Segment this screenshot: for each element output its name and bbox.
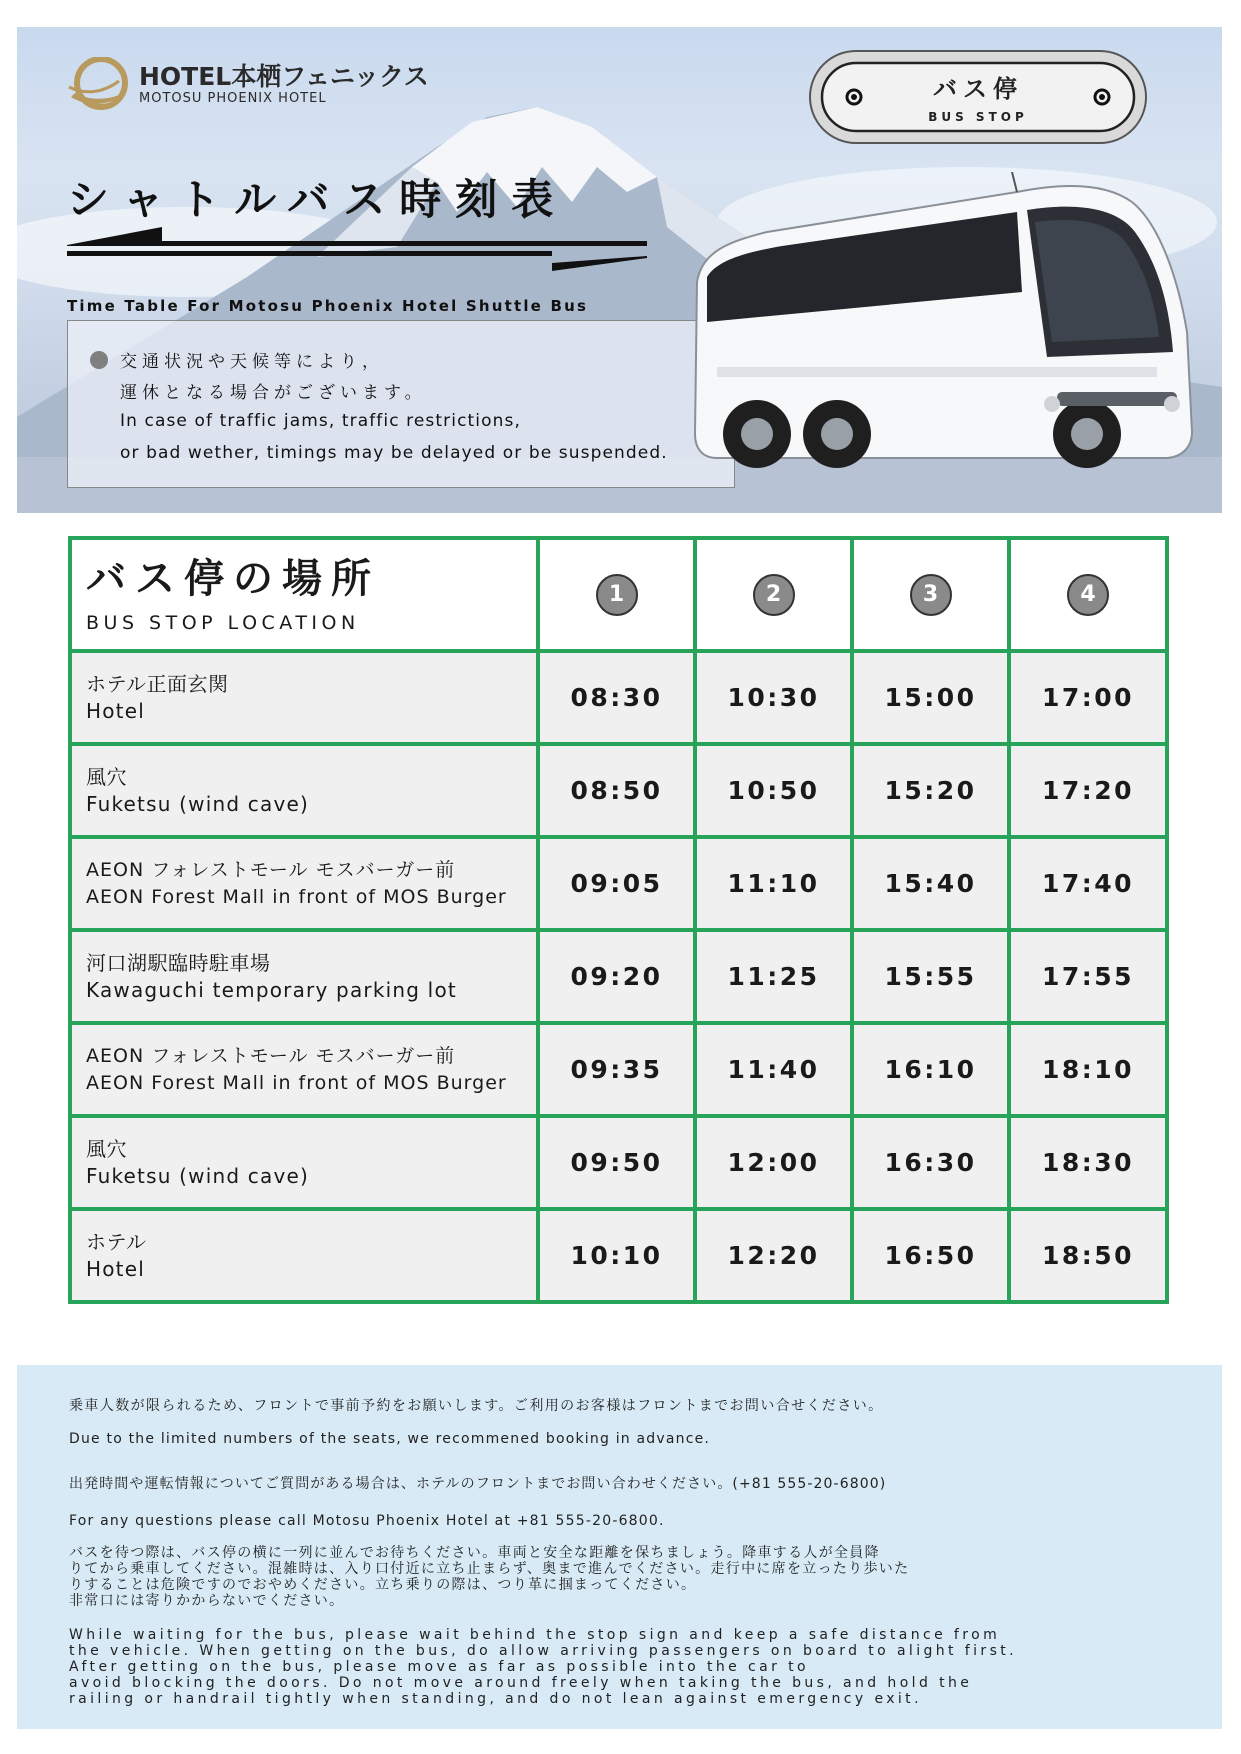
departure-time: 16:30	[852, 1116, 1009, 1209]
hotel-logo	[67, 57, 429, 113]
departure-time: 09:50	[538, 1116, 695, 1209]
stop-location-cell	[70, 837, 538, 930]
departure-time: 09:20	[538, 930, 695, 1023]
stop-name-en: Kawaguchi temporary parking lot	[86, 977, 457, 1002]
departure-time: 10:50	[695, 744, 852, 837]
departure-time: 09:05	[538, 837, 695, 930]
boarding-rules-en: While waiting for the bus, please wait behind the stop sign and keep a safe distance from the vehicle. When getting on the bus, do allow arriving passengers on board to alight first. After getting on the bus, please move as far as possible into the car to avoid blocking the doors. Do not move around freely when taking the bus, and hold the railing or handrail tightly when standing, and do not lean against emergency exit.	[69, 1627, 1018, 1707]
logo-name-jp: HOTEL本栖フェニックス	[139, 62, 429, 91]
table-row	[70, 651, 1167, 744]
stop-location-cell	[70, 651, 538, 744]
run-1-header	[538, 538, 695, 651]
departure-time: 18:10	[1009, 1023, 1167, 1116]
page-title-jp: シャトルバス時刻表	[67, 175, 568, 224]
stop-name-en: AEON Forest Mall in front of MOS Burger	[86, 885, 507, 908]
stop-location-cell	[70, 1023, 538, 1116]
departure-time: 16:50	[852, 1209, 1009, 1302]
bus-stop-sign-jp: バス停	[933, 75, 1023, 103]
logo-name-en: MOTOSU PHOENIX HOTEL	[139, 91, 327, 106]
table-row	[70, 837, 1167, 930]
departure-time: 15:40	[852, 837, 1009, 930]
stop-location-cell	[70, 1209, 538, 1302]
bus-stop-sign	[808, 49, 1148, 145]
stop-location-cell	[70, 744, 538, 837]
departure-time: 15:20	[852, 744, 1009, 837]
departure-time: 15:55	[852, 930, 1009, 1023]
stop-name-jp: ホテル	[86, 1229, 147, 1254]
stop-name-en: Hotel	[86, 1256, 145, 1281]
booking-note-jp: 乗車人数が限られるため、フロントで事前予約をお願いします。ご利用のお客様はフロントまでお問い合せください。	[69, 1398, 884, 1414]
run-number-badge: 1	[596, 574, 638, 616]
departure-time: 18:30	[1009, 1116, 1167, 1209]
departure-time: 12:20	[695, 1209, 852, 1302]
departure-time: 10:10	[538, 1209, 695, 1302]
footer-notes	[17, 1365, 1222, 1729]
page-title-en: Time Table For Motosu Phoenix Hotel Shuttle Bus	[67, 297, 589, 315]
header-location-cell	[70, 538, 538, 651]
departure-time: 08:50	[538, 744, 695, 837]
run-4-header	[1009, 538, 1167, 651]
stop-name-en: AEON Forest Mall in front of MOS Burger	[86, 1071, 507, 1094]
departure-time: 18:50	[1009, 1209, 1167, 1302]
table-row	[70, 1023, 1167, 1116]
booking-note-en: Due to the limited numbers of the seats, we recommened booking in advance.	[69, 1431, 711, 1447]
departure-time: 11:10	[695, 837, 852, 930]
stop-name-jp: 風穴	[86, 1136, 127, 1161]
notice-line-jp-1: 交通状況や天候等により，	[120, 352, 384, 372]
stop-name-en: Hotel	[86, 698, 145, 723]
stop-name-jp: 風穴	[86, 764, 127, 789]
stop-name-en: Fuketsu (wind cave)	[86, 791, 309, 816]
bullet-icon	[90, 351, 108, 369]
stop-location-cell	[70, 1116, 538, 1209]
header-location-en: BUS STOP LOCATION	[86, 611, 360, 634]
run-3-header	[852, 538, 1009, 651]
departure-time: 12:00	[695, 1116, 852, 1209]
run-2-header	[695, 538, 852, 651]
table-row	[70, 1116, 1167, 1209]
boarding-rules-jp: バスを待つ際は、バス停の横に一列に並んでお待ちください。車両と安全な距離を保ちましょう。降車する人が全員降 りてから乗車してください。混雑時は、入り口付近に立ち止まらず、奥まで進んでください。走行中に席を立ったり歩いた りすることは危険ですのでおやめください。立ち乗りの際は、つり革に掴まってください。 非常口には寄りかからないでください。	[69, 1545, 910, 1609]
table-row	[70, 930, 1167, 1023]
header-banner	[17, 27, 1222, 513]
stop-name-jp: AEON フォレストモール モスバーガー前	[86, 858, 456, 881]
table-header-row	[70, 538, 1167, 651]
departure-time: 17:40	[1009, 837, 1167, 930]
double-arrow-icon	[67, 227, 647, 277]
stop-name-jp: 河口湖駅臨時駐車場	[86, 950, 271, 975]
table-row	[70, 1209, 1167, 1302]
bus-stop-sign-en: BUS STOP	[928, 110, 1028, 124]
departure-time: 10:30	[695, 651, 852, 744]
stop-location-cell	[70, 930, 538, 1023]
run-number-badge: 2	[753, 574, 795, 616]
run-number-badge: 4	[1067, 574, 1109, 616]
notice-line-en-2: or bad wether, timings may be delayed or be suspended.	[120, 443, 668, 463]
departure-time: 11:25	[695, 930, 852, 1023]
timetable	[68, 536, 1165, 1339]
contact-note-jp: 出発時間や運転情報についてご質問がある場合は、ホテルのフロントまでお問い合わせください。(+81 555-20-6800)	[69, 1476, 887, 1492]
departure-time: 16:10	[852, 1023, 1009, 1116]
departure-time: 08:30	[538, 651, 695, 744]
header-location-jp: バス停の場所	[86, 555, 380, 602]
stop-name-en: Fuketsu (wind cave)	[86, 1163, 309, 1188]
phoenix-logo-icon	[67, 57, 129, 113]
stop-name-jp: ホテル正面玄関	[86, 671, 229, 696]
departure-time: 09:35	[538, 1023, 695, 1116]
departure-time: 15:00	[852, 651, 1009, 744]
run-number-badge: 3	[910, 574, 952, 616]
notice-line-en-1: In case of traffic jams, traffic restrictions,	[120, 411, 521, 431]
departure-time: 17:55	[1009, 930, 1167, 1023]
table-row	[70, 744, 1167, 837]
stop-name-jp: AEON フォレストモール モスバーガー前	[86, 1044, 456, 1067]
departure-time: 11:40	[695, 1023, 852, 1116]
notice-line-jp-2: 運休となる場合がございます。	[120, 383, 427, 403]
departure-time: 17:00	[1009, 651, 1167, 744]
departure-time: 17:20	[1009, 744, 1167, 837]
contact-note-en: For any questions please call Motosu Phoenix Hotel at +81 555-20-6800.	[69, 1513, 665, 1529]
